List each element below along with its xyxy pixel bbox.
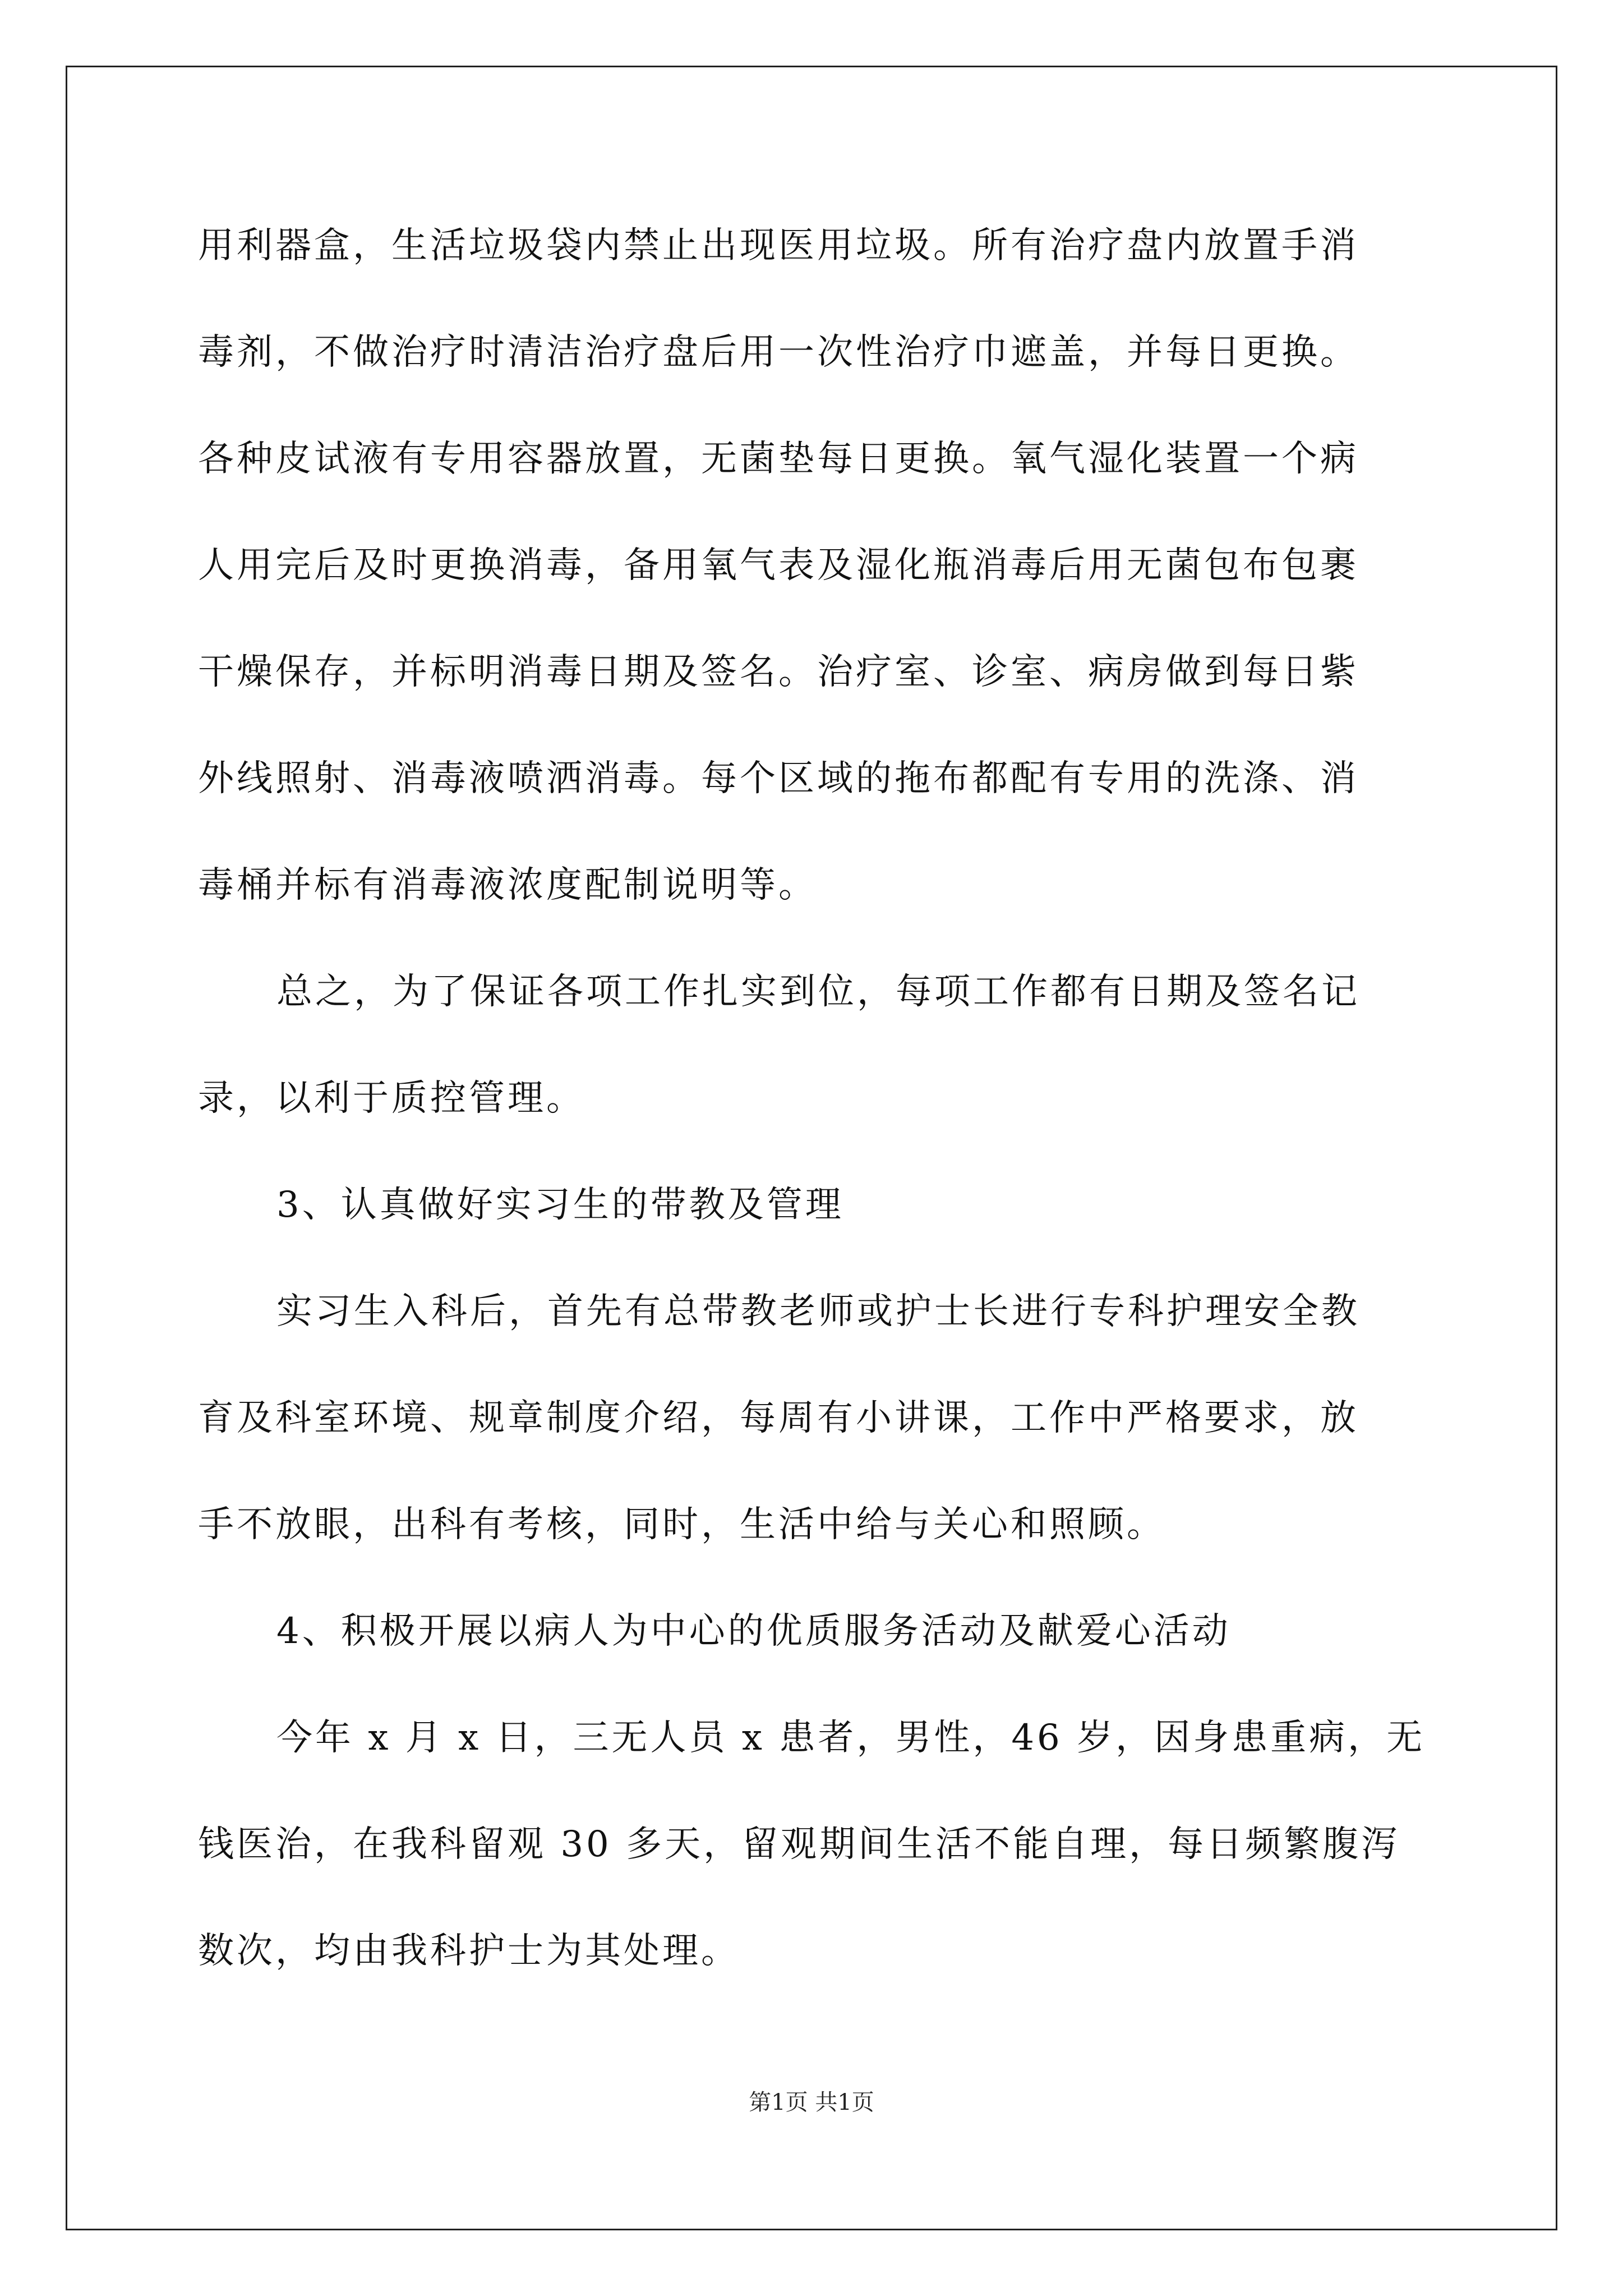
text-line: 手不放眼，出科有考核，同时，生活中给与关心和照顾。: [198, 1504, 1165, 1545]
text-line: 录，以利于质控管理。: [198, 1078, 585, 1119]
text-line: 钱医治，在我科留观 30 多天，留观期间生活不能自理，每日频繁腹泻: [198, 1824, 1400, 1865]
section-heading: 4、积极开展以病人为中心的优质服务活动及献爱心活动: [276, 1611, 1231, 1652]
text-line: 外线照射、消毒液喷洒消毒。每个区域的拖布都配有专用的洗涤、消: [198, 758, 1359, 799]
text-line: 毒剂，不做治疗时清洁治疗盘后用一次性治疗巾遮盖，并每日更换。: [198, 332, 1359, 373]
paragraph-first-line: 实习生入科后，首先有总带教老师或护士长进行专科护理安全教: [276, 1291, 1360, 1332]
paragraph-first-line: 总之，为了保证各项工作扎实到位，每项工作都有日期及签名记: [276, 971, 1360, 1013]
text-line: 数次，均由我科护士为其处理。: [198, 1930, 740, 1972]
text-line: 人用完后及时更换消毒，备用氧气表及湿化瓶消毒后用无菌包布包裹: [198, 545, 1359, 586]
text-line: 各种皮试液有专用容器放置，无菌垫每日更换。氧气湿化装置一个病: [198, 438, 1359, 480]
paragraph-first-line: 今年 x 月 x 日，三无人员 x 患者，男性，46 岁，因身患重病，无: [276, 1717, 1426, 1759]
page-border: [66, 66, 1557, 2230]
section-heading: 3、认真做好实习生的带教及管理: [276, 1184, 844, 1226]
text-line: 干燥保存，并标明消毒日期及签名。治疗室、诊室、病房做到每日紫: [198, 651, 1359, 693]
page-number-footer: 第1页 共1页: [749, 2090, 874, 2115]
text-line: 育及科室环境、规章制度介绍，每周有小讲课，工作中严格要求，放: [198, 1397, 1359, 1439]
text-line: 用利器盒，生活垃圾袋内禁止出现医用垃圾。所有治疗盘内放置手消: [198, 225, 1359, 266]
text-line: 毒桶并标有消毒液浓度配制说明等。: [198, 864, 817, 906]
